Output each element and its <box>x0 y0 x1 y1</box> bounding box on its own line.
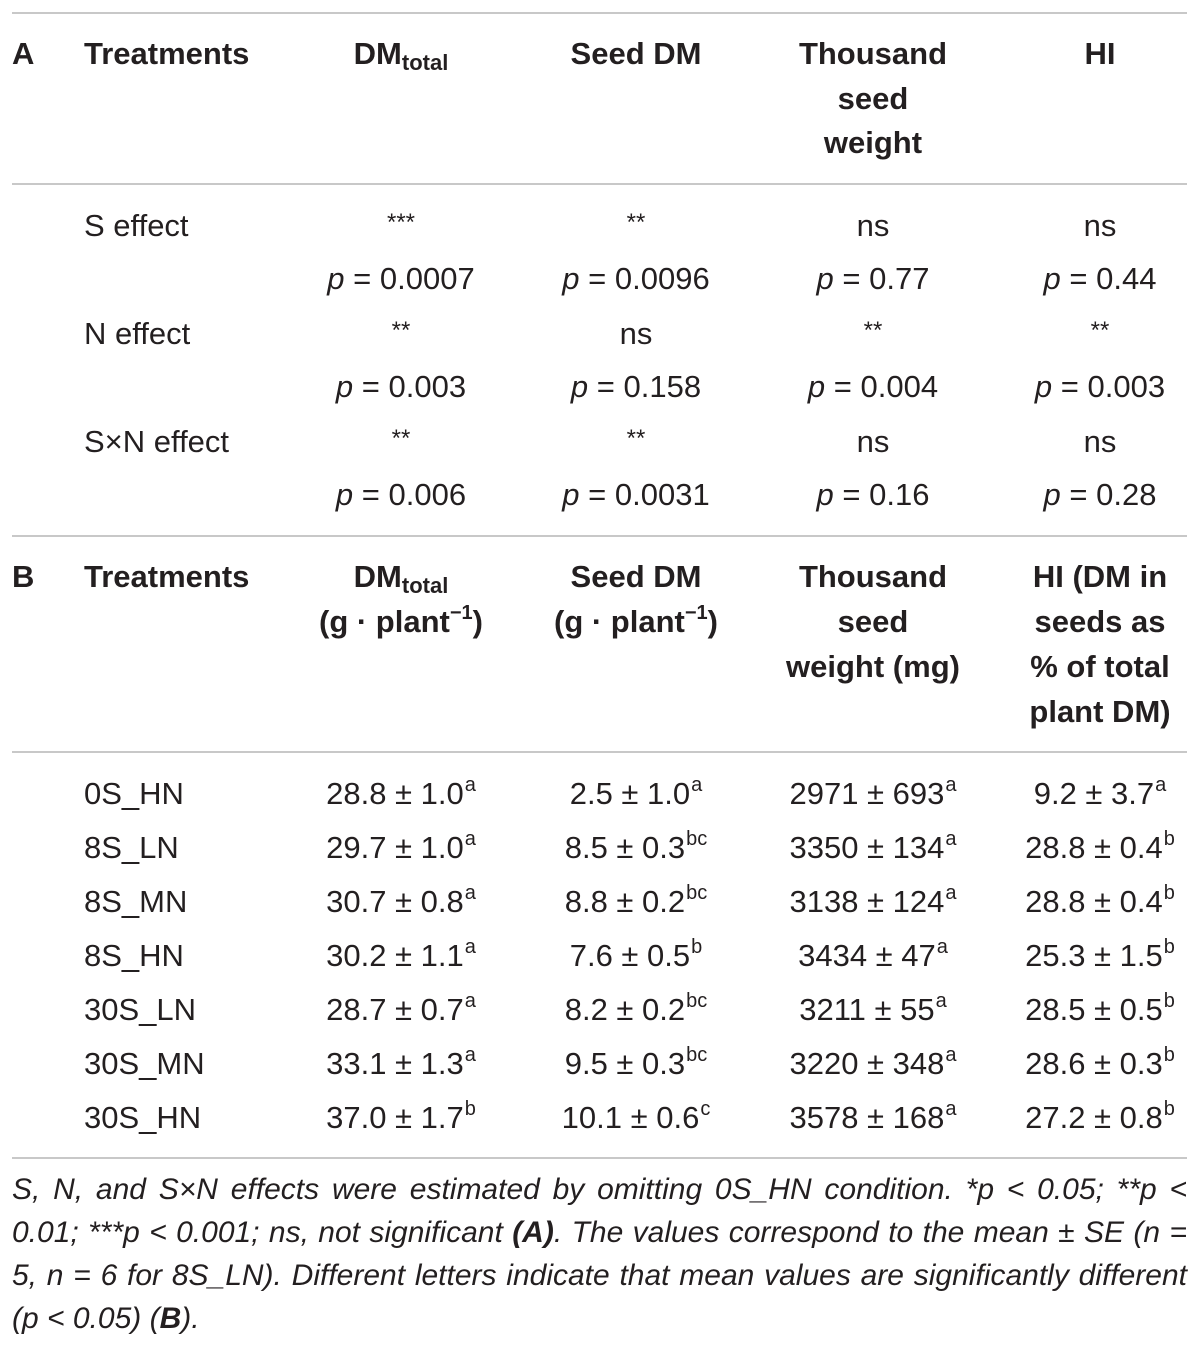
b-value-text: 10.1 ± 0.6 <box>561 1100 700 1135</box>
b-significance-letter: a <box>945 882 957 904</box>
b-significance-letter: b <box>1163 936 1175 958</box>
b-significance-letter: a <box>945 774 957 796</box>
a-header-tsw-line1: Thousand <box>798 36 948 71</box>
b-significance-letter: b <box>1163 882 1175 904</box>
b-significance-letter: b <box>1163 1098 1175 1120</box>
b-row-hi-value <box>1000 1041 1200 1091</box>
a-row-s-seed-p: p = 0.0096 <box>562 261 710 296</box>
a-row-s-seed-sig: ** <box>626 209 646 236</box>
b-significance-letter: a <box>464 990 476 1012</box>
b-significance-letter: a <box>464 882 476 904</box>
b-value-text: 8.5 ± 0.3 <box>564 830 686 865</box>
b-value-text: 3578 ± 168 <box>789 1100 945 1135</box>
section-a-label: A <box>12 36 35 71</box>
b-value-text: 8.8 ± 0.2 <box>564 884 686 919</box>
a-header-seed-dm: Seed DM <box>570 36 702 71</box>
b-value-text: 3211 ± 55 <box>799 992 935 1027</box>
a-header-tsw-line3: weight <box>823 125 923 160</box>
b-value-text: 28.7 ± 0.7 <box>326 992 464 1027</box>
b-significance-letter: b <box>691 936 703 958</box>
b-value-text: 28.6 ± 0.3 <box>1025 1046 1163 1081</box>
b-row-treatment: 0S_HN <box>84 776 184 811</box>
b-row-seed-dm-value <box>525 933 747 983</box>
a-header-tsw-line2: seed <box>837 81 909 116</box>
a-row-s-hi-p: p = 0.44 <box>1043 261 1157 296</box>
b-value-text: 30.2 ± 1.1 <box>326 938 464 973</box>
a-row-n-tsw-p: p = 0.004 <box>807 369 939 404</box>
b-significance-letter: a <box>945 1044 957 1066</box>
b-significance-letter: a <box>945 1098 957 1120</box>
a-header-dm-total: DMtotal <box>353 36 449 75</box>
b-row-treatment: 30S_MN <box>84 1046 205 1081</box>
a-row-n-dm-p: p = 0.003 <box>335 369 467 404</box>
b-significance-letter: bc <box>686 1044 708 1066</box>
b-row-tsw-value <box>762 987 984 1037</box>
b-header-hi-line1: HI (DM in <box>1032 559 1168 594</box>
b-value-text: 9.2 ± 3.7 <box>1033 776 1155 811</box>
a-row-s-tsw-p: p = 0.77 <box>816 261 930 296</box>
b-row-seed-dm-value <box>525 1095 747 1145</box>
b-header-dm-unit: (g · plant$^{-1}$) <box>319 602 483 639</box>
b-value-text: 2.5 ± 1.0 <box>569 776 691 811</box>
b-value-text: 2971 ± 693 <box>789 776 945 811</box>
b-row-dm-total-value <box>290 1095 512 1145</box>
section-b-top-rule <box>12 535 1187 537</box>
b-row-tsw-value <box>762 771 984 821</box>
section-b-label: B <box>12 559 35 594</box>
b-row-dm-total-value <box>290 1041 512 1091</box>
a-row-sxn-seed-sig: ** <box>626 425 646 452</box>
b-significance-letter: a <box>691 774 703 796</box>
b-row-seed-dm-value <box>525 825 747 875</box>
b-row-seed-dm-value <box>525 879 747 929</box>
b-row-hi-value <box>1000 771 1200 821</box>
b-significance-letter: b <box>1163 1044 1175 1066</box>
b-value-text: 28.8 ± 0.4 <box>1025 884 1163 919</box>
a-row-n-tsw-sig: ** <box>863 317 883 344</box>
b-row-treatment: 8S_HN <box>84 938 184 973</box>
b-header-treatments: Treatments <box>84 559 250 594</box>
b-header-tsw-line3: weight (mg) <box>786 649 960 684</box>
b-header-seed-unit: (g · plant$^{-1}$) <box>554 602 718 639</box>
b-row-dm-total-value <box>290 825 512 875</box>
b-row-seed-dm-value <box>525 771 747 821</box>
table-top-rule <box>12 12 1187 14</box>
table-bottom-rule <box>12 1157 1187 1159</box>
section-b-header-rule <box>12 751 1187 753</box>
b-value-text: 3220 ± 348 <box>789 1046 945 1081</box>
b-header-tsw-line2: seed <box>837 604 909 639</box>
b-value-text: 30.7 ± 0.8 <box>326 884 464 919</box>
a-row-sxn-effect-label: S×N effect <box>84 424 230 459</box>
b-row-treatment: 8S_MN <box>84 884 188 919</box>
b-value-text: 28.5 ± 0.5 <box>1025 992 1163 1027</box>
b-significance-letter: a <box>464 1044 476 1066</box>
a-header-treatments: Treatments <box>84 36 250 71</box>
section-a-header-rule <box>12 183 1187 185</box>
b-row-dm-total-value <box>290 879 512 929</box>
a-row-sxn-dm-p: p = 0.006 <box>335 477 467 512</box>
b-row-tsw-value <box>762 1041 984 1091</box>
a-row-n-dm-sig: ** <box>391 317 411 344</box>
b-header-hi-line4: plant DM) <box>1029 694 1171 729</box>
a-row-n-seed-p: p = 0.158 <box>570 369 702 404</box>
b-header-tsw-line1: Thousand <box>798 559 948 594</box>
b-value-text: 9.5 ± 0.3 <box>564 1046 686 1081</box>
a-row-n-hi-p: p = 0.003 <box>1034 369 1166 404</box>
b-value-text: 29.7 ± 1.0 <box>326 830 464 865</box>
b-value-text: 3138 ± 124 <box>789 884 945 919</box>
a-row-sxn-tsw-p: p = 0.16 <box>816 477 930 512</box>
a-row-s-tsw-sig: ns <box>856 208 890 243</box>
b-value-text: 37.0 ± 1.7 <box>326 1100 464 1135</box>
b-value-text: 28.8 ± 1.0 <box>326 776 464 811</box>
b-header-hi-line3: % of total <box>1030 649 1170 684</box>
b-row-dm-total-value <box>290 987 512 1037</box>
b-row-tsw-value <box>762 933 984 983</box>
b-significance-letter: a <box>936 936 948 958</box>
b-row-seed-dm-value <box>525 987 747 1037</box>
b-value-text: 25.3 ± 1.5 <box>1025 938 1163 973</box>
a-row-n-effect-label: N effect <box>84 316 191 351</box>
b-row-dm-total-value <box>290 933 512 983</box>
b-row-seed-dm-value <box>525 1041 747 1091</box>
b-significance-letter: a <box>464 936 476 958</box>
b-row-hi-value <box>1000 987 1200 1037</box>
a-row-sxn-dm-sig: ** <box>391 425 411 452</box>
b-significance-letter: b <box>1163 990 1175 1012</box>
b-value-text: 3350 ± 134 <box>789 830 945 865</box>
b-value-text: 3434 ± 47 <box>798 938 936 973</box>
b-significance-letter: b <box>464 1098 476 1120</box>
b-row-hi-value <box>1000 825 1200 875</box>
a-row-sxn-tsw-sig: ns <box>856 424 890 459</box>
b-significance-letter: c <box>700 1098 711 1120</box>
a-row-s-effect-label: S effect <box>84 208 189 243</box>
b-significance-letter: a <box>945 828 957 850</box>
a-row-sxn-hi-p: p = 0.28 <box>1043 477 1157 512</box>
b-significance-letter: b <box>1163 828 1175 850</box>
b-row-treatment: 30S_LN <box>84 992 197 1027</box>
b-significance-letter: a <box>1155 774 1167 796</box>
b-value-text: 7.6 ± 0.5 <box>569 938 691 973</box>
b-value-text: 27.2 ± 0.8 <box>1025 1100 1163 1135</box>
b-value-text: 8.2 ± 0.2 <box>564 992 686 1027</box>
b-significance-letter: a <box>464 828 476 850</box>
b-header-seed-dm: Seed DM <box>570 559 702 594</box>
b-header-dm-total: DMtotal <box>353 559 449 598</box>
b-row-treatment: 30S_HN <box>84 1100 202 1135</box>
b-significance-letter: a <box>935 990 947 1012</box>
b-value-text: 33.1 ± 1.3 <box>326 1046 464 1081</box>
b-value-text: 28.8 ± 0.4 <box>1025 830 1163 865</box>
b-row-hi-value <box>1000 933 1200 983</box>
a-row-sxn-seed-p: p = 0.0031 <box>562 477 710 512</box>
b-row-tsw-value <box>762 879 984 929</box>
b-row-hi-value <box>1000 879 1200 929</box>
a-row-sxn-hi-sig: ns <box>1083 424 1117 459</box>
a-row-s-hi-sig: ns <box>1083 208 1117 243</box>
b-row-dm-total-value <box>290 771 512 821</box>
b-significance-letter: bc <box>686 828 708 850</box>
table-footnote: S, N, and S×N effects were estimated by omitting 0S_HN condition. *p < 0.05; **p < 0.01; ***p < 0.001; ns, not significant (A). The values correspond to the mean ± SE (n = 5, n = 6 for 8S_LN). Different letters indicate that mean values are significantly different (p < 0.05) (B). <box>12 1173 1187 1335</box>
b-significance-letter: a <box>464 774 476 796</box>
b-row-hi-value <box>1000 1095 1200 1145</box>
b-significance-letter: bc <box>686 882 708 904</box>
b-row-treatment: 8S_LN <box>84 830 179 865</box>
b-significance-letter: bc <box>686 990 708 1012</box>
a-row-n-hi-sig: ** <box>1090 317 1110 344</box>
a-row-n-seed-sig: ns <box>619 316 653 351</box>
a-header-hi: HI <box>1084 36 1116 71</box>
a-row-s-dm-sig: *** <box>386 209 416 236</box>
b-row-tsw-value <box>762 1095 984 1145</box>
b-header-hi-line2: seeds as <box>1034 604 1166 639</box>
b-row-tsw-value <box>762 825 984 875</box>
a-row-s-dm-p: p = 0.0007 <box>327 261 475 296</box>
